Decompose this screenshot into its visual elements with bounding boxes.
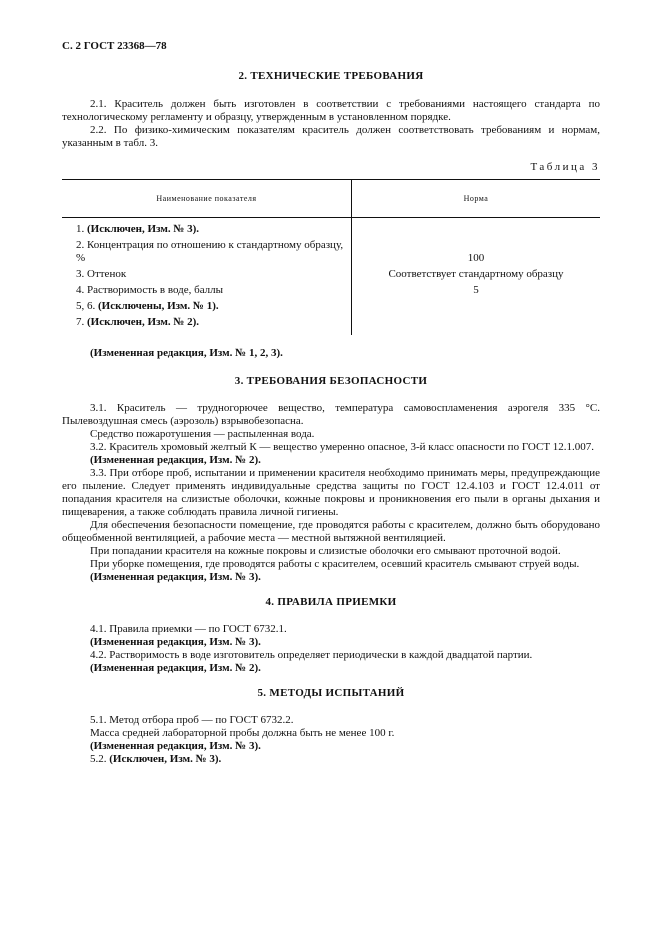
edit-note-5-1: (Измененная редакция, Изм. № 3). (90, 740, 261, 752)
para-3-3: 3.3. При отборе проб, испытании и применении красителя необходимо принимать меры, предупреждающие его пыление. Следует применять индивидуальные средства защиты по ГОСТ 12.4.103 и ГОСТ 12.4.011 от попадания красителя на слизистые оболочки, кожные покровы и проникновения его пыли в органы дыхания и пищеварения, а также соблюдать правила личной гигиены. (62, 467, 600, 518)
para-3-1b: Средство пожаротушения — распыленная вода. (90, 428, 315, 440)
para-2-2: 2.2. По физико-химическим показателям краситель должен соответствовать требованиям и нормам, указанным в табл. 3. (62, 124, 600, 149)
para-2-1: 2.1. Краситель должен быть изготовлен в соответствии с требованиями настоящего стандарта по технологическому регламенту и образцу, утвержденным в установленном порядке. (62, 98, 600, 123)
row-name: (Исключены, Изм. № 1). (98, 300, 219, 312)
para-4-2: 4.2. Растворимость в воде изготовитель определяет периодически в каждой двадцатой партии. (90, 649, 533, 661)
edit-note-4-2: (Измененная редакция, Изм. № 2). (90, 662, 261, 674)
para-3-2: 3.2. Краситель хромовый желтый К — вещество умеренно опасное, 3-й класс опасности по ГОСТ 12.1.007. (90, 441, 595, 453)
para-3-1: 3.1. Краситель — трудногорючее вещество, температура самовоспламенения аэрогеля 335 °С. Пылевоздушная смесь (аэрозоль) взрывобезопасна. (62, 402, 600, 427)
para-4-1: 4.1. Правила приемки — по ГОСТ 6732.1. (90, 623, 287, 635)
row-value: Соответствует стандартному образцу (388, 268, 564, 280)
edit-note-3-3: (Измененная редакция, Изм. № 3). (90, 571, 261, 583)
table-row (62, 283, 600, 299)
row-value (352, 218, 601, 239)
page-header: С. 2 ГОСТ 23368—78 (62, 40, 167, 52)
table-row (62, 315, 600, 335)
section-4-title: 4. ПРАВИЛА ПРИЕМКИ (265, 596, 397, 608)
col-name-header: Наименование показателя (62, 180, 352, 218)
para-5-1b: Масса средней лабораторной пробы должна быть не менее 100 г. (90, 727, 395, 739)
row-value (352, 315, 601, 335)
row-num: 7. (76, 316, 85, 328)
row-num: 3. (76, 268, 85, 280)
row-name: Концентрация по отношению к стандартному образцу, % (76, 239, 344, 264)
para-5-2 (62, 753, 600, 766)
table-row (62, 238, 600, 267)
section-2-title: 2. ТЕХНИЧЕСКИЕ ТРЕБОВАНИЯ (238, 70, 424, 82)
requirements-table (62, 179, 600, 335)
para-3-3c: При попадании красителя на кожные покровы и слизистые оболочки его смывают проточной водой. (90, 545, 561, 557)
para-5-2-num: 5.2. (90, 753, 107, 765)
section-5-title: 5. МЕТОДЫ ИСПЫТАНИЙ (257, 687, 405, 699)
row-value: 5 (473, 284, 479, 296)
row-name: (Исключен, Изм. № 3). (87, 223, 200, 235)
section-3-title: 3. ТРЕБОВАНИЯ БЕЗОПАСНОСТИ (234, 375, 428, 387)
col-norm-header: Норма (352, 180, 601, 218)
edit-note-4-1: (Измененная редакция, Изм. № 3). (90, 636, 261, 648)
table-caption: Таблица 3 (530, 161, 600, 173)
table-row (62, 299, 600, 315)
para-5-1: 5.1. Метод отбора проб — по ГОСТ 6732.2. (90, 714, 294, 726)
row-num: 5, 6. (76, 300, 96, 312)
edit-note-2: (Измененная редакция, Изм. № 1, 2, 3). (90, 347, 283, 359)
row-value: 100 (467, 252, 485, 264)
table-header (62, 180, 600, 218)
table-row (62, 267, 600, 283)
edit-note-3-2: (Измененная редакция, Изм. № 2). (90, 454, 261, 466)
row-name: Растворимость в воде, баллы (87, 284, 224, 296)
table-row (62, 218, 600, 239)
row-name: (Исключен, Изм. № 2). (87, 316, 200, 328)
row-name: Оттенок (87, 268, 127, 280)
row-value (352, 299, 601, 315)
para-3-3b: Для обеспечения безопасности помещение, где проводятся работы с красителем, должно быть оборудовано общеобменной вентиляцией, а рабочие места — местной вытяжной вентиляцией. (62, 519, 600, 544)
row-num: 4. (76, 284, 85, 296)
row-num: 2. (76, 239, 85, 251)
row-num: 1. (76, 223, 85, 235)
document-page (62, 40, 600, 766)
para-5-2-text: (Исключен, Изм. № 3). (109, 753, 222, 765)
para-3-3d: При уборке помещения, где проводятся работы с красителем, осевший краситель смывают струей воды. (90, 558, 580, 570)
